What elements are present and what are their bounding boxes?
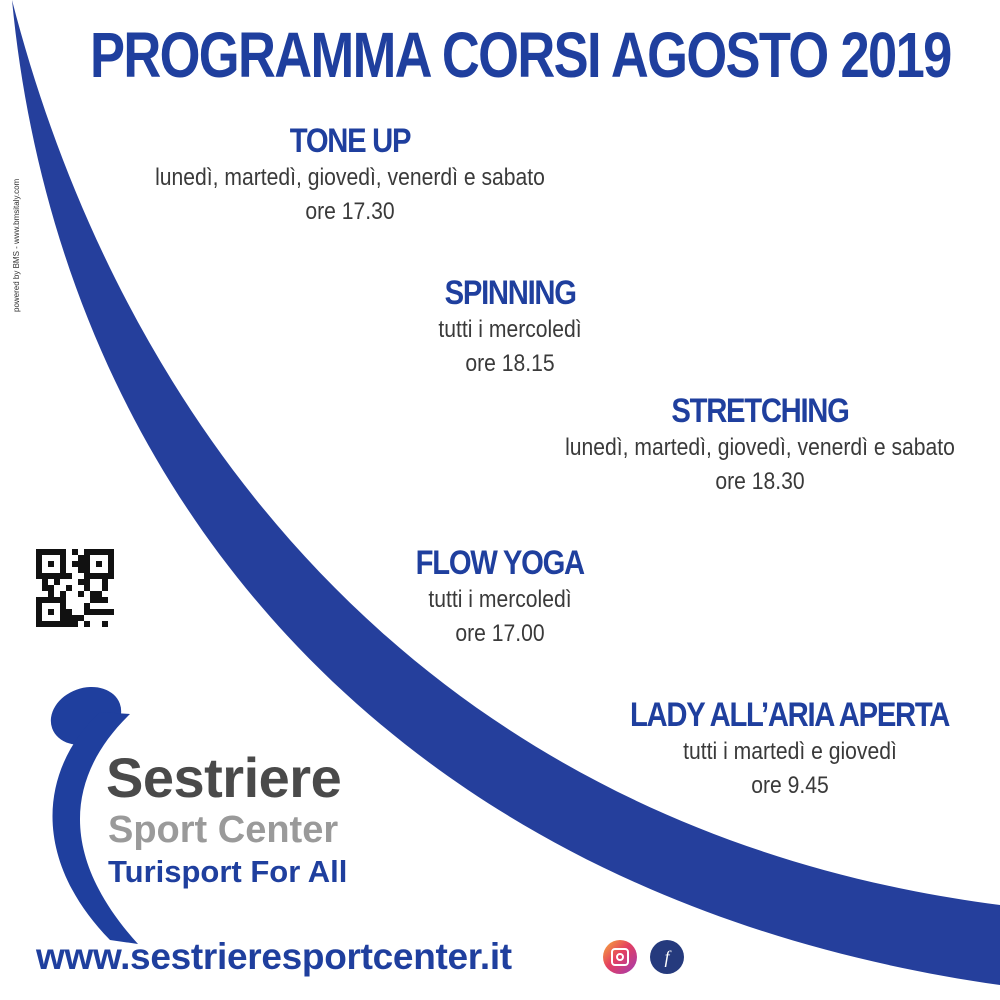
logo-line-turisport: Turisport For All	[108, 854, 348, 889]
website-link[interactable]: www.sestrieresportcenter.it	[36, 936, 512, 977]
course-name: LADY ALL’ARIA APERTA	[630, 696, 950, 734]
course-name: TONE UP	[289, 122, 411, 160]
course-days: tutti i mercoledì	[428, 586, 572, 613]
course-time: ore 18.15	[465, 350, 555, 377]
qr-module	[108, 621, 114, 627]
course-name: FLOW YOGA	[415, 544, 585, 582]
course-spinning	[360, 274, 660, 381]
course-lady-allaria-aperta	[600, 696, 980, 803]
facebook-icon[interactable]	[650, 940, 684, 974]
instagram-icon[interactable]	[603, 940, 637, 974]
course-flow-yoga	[350, 544, 650, 651]
course-name: STRETCHING	[671, 392, 849, 430]
side-credit: powered by BMS - www.bmsitaly.com	[12, 178, 21, 312]
course-time: ore 17.00	[455, 620, 545, 647]
instagram-glyph	[611, 948, 629, 966]
course-time: ore 17.30	[305, 198, 395, 225]
course-time: ore 9.45	[751, 772, 829, 799]
course-time: ore 18.30	[715, 468, 805, 495]
course-days: lunedì, martedì, giovedì, venerdì e sabato	[155, 164, 545, 191]
course-name: SPINNING	[444, 274, 576, 312]
course-days: tutti i martedì e giovedì	[683, 738, 897, 765]
qr-code[interactable]	[36, 549, 114, 627]
course-days: lunedì, martedì, giovedì, venerdì e sabato	[565, 434, 955, 461]
facebook-glyph: f	[664, 946, 670, 967]
course-tone-up	[110, 122, 590, 229]
logo-line-sestriere: Sestriere	[106, 746, 342, 809]
page-title: PROGRAMMA CORSI AGOSTO 2019	[90, 19, 951, 91]
logo	[106, 748, 347, 892]
logo-line-sport-center: Sport Center	[108, 809, 339, 851]
course-stretching	[520, 392, 1000, 499]
course-days: tutti i mercoledì	[438, 316, 582, 343]
